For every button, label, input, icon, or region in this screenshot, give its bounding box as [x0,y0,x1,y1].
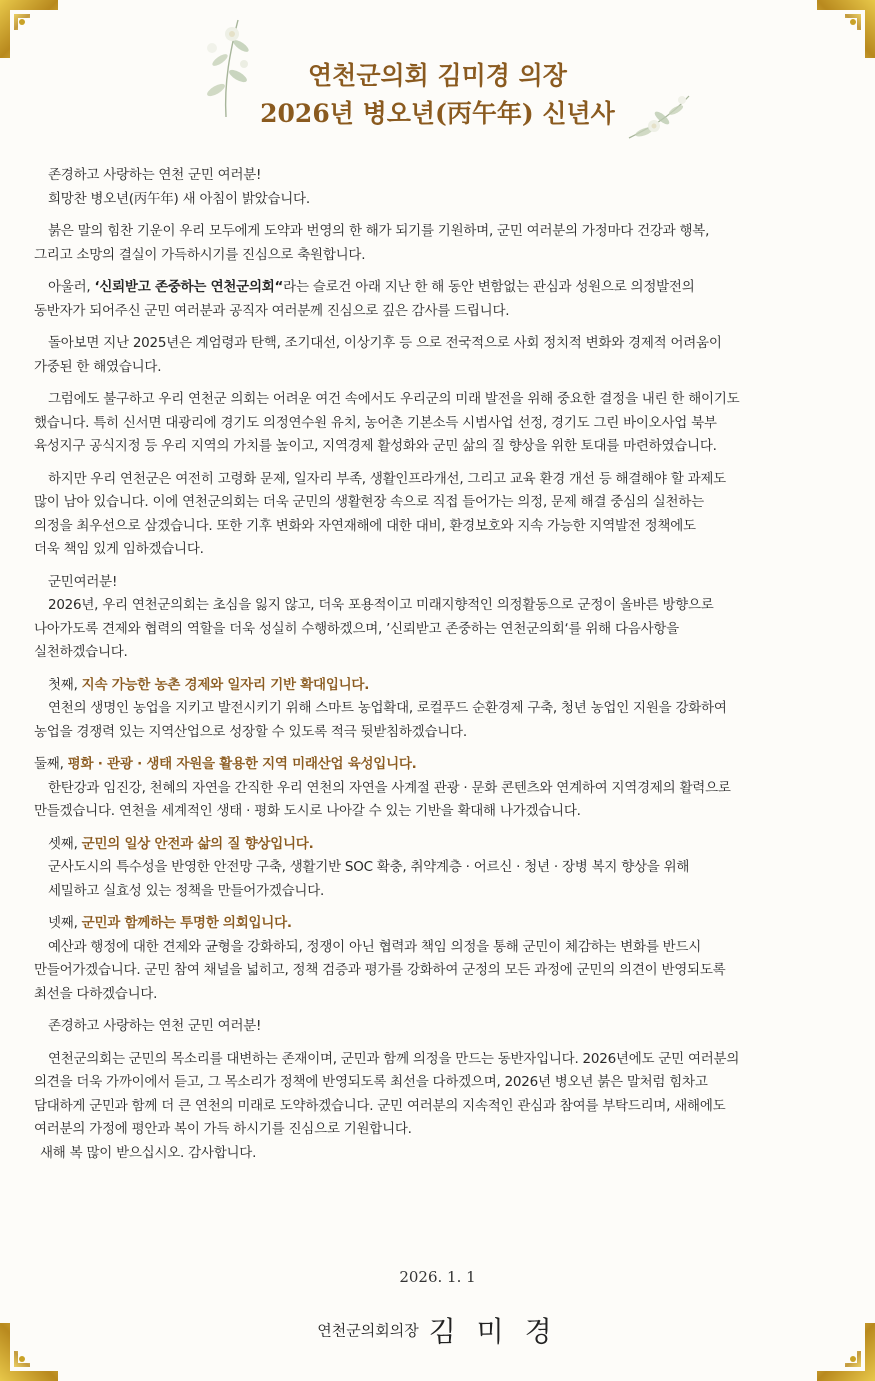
commitment-heading [34,753,864,777]
text-line: 의정을 최우선으로 삼겠습니다. 또한 기후 변화와 자연재해에 대한 대비, 환경보호와 지속 가능한 지역발전 정책에도 [34,517,696,534]
text-line: 군민여러분! [48,573,118,590]
slogan-text: ‘신뢰받고 존중하는 연천군의회“ [94,279,284,295]
commitment-title: 평화 · 관광 · 생태 자원을 활용한 지역 미래산업 육성입니다. [67,756,417,772]
letter-body [34,164,864,1174]
farewell-line: 새해 복 많이 받으십시오. 감사합니다. [40,1144,257,1161]
text-line: 동반자가 되어주신 군민 여러분과 공직자 여러분께 진심으로 깊은 감사를 드립니다. [34,302,510,319]
text-line: 한탄강과 임진강, 천혜의 자연을 간직한 우리 연천의 자연을 사계절 관광 · 문화 콘텐츠와 연계하여 지역경제의 활력으로 [48,779,731,796]
text-line: 붉은 말의 힘찬 기운이 우리 모두에게 도약과 번영의 한 해가 되기를 기원하며, 군민 여러분의 가정마다 건강과 행복, [48,223,710,239]
text-line: 했습니다. 특히 신서면 대광리에 경기도 의정연수원 유치, 농어촌 기본소득 시범사업 선정, 경기도 그린 바이오사업 북부 [34,414,717,431]
text-line: 많이 남아 있습니다. 이에 연천군의회는 더욱 군민의 생활현장 속으로 직접 들어가는 의정, 문제 해결 중심의 실천하는 [34,494,704,510]
paragraph [34,332,864,379]
commitment-title: 군민과 함께하는 투명한 의회입니다. [81,915,292,931]
title-line-1: 연천군의회 김미경 의장 [308,61,567,90]
text-line: 의견을 더욱 가까이에서 듣고, 그 목소리가 정책에 반영되도록 최선을 다하겠으며, 2026년 병오년 붉은 말처럼 힘차고 [34,1074,708,1090]
gold-corner-ornament-icon [813,0,875,62]
commitment-3 [34,833,864,904]
text-line: 만들어가겠습니다. 군민 참여 채널을 넓히고, 정책 검증과 평가를 강화하여 군정의 모든 과정에 군민의 의견이 반영되도록 [34,962,726,978]
text-line: 세밀하고 실효성 있는 정책을 만들어가겠습니다. [48,882,325,899]
paragraph [34,468,864,562]
text-line: 가중된 한 해였습니다. [34,358,162,375]
text-line: 희망찬 병오년(丙午年) 새 아침이 밝았습니다. [48,190,310,207]
text-span: 라는 슬로건 아래 지난 한 해 동안 변함없는 관심과 성원으로 의정발전의 [283,279,695,295]
paragraph-gratitude [34,276,864,323]
text-line: 육성지구 공식지정 등 우리 지역의 가치를 높이고, 지역경제 활성화와 군민 삶의 질 향상을 위한 토대를 마련하였습니다. [34,438,717,454]
commitment-1 [34,674,864,745]
ordinal: 셋째, [48,835,82,852]
letter-date: 2026. 1. 1 [399,1268,476,1286]
text-line: 만들겠습니다. 연천을 세계적인 생태 · 평화 도시로 나아갈 수 있는 기반을 확대해 나가겠습니다. [34,803,581,819]
commitment-title: 지속 가능한 농촌 경제와 일자리 기반 확대입니다. [81,676,370,693]
text-line: 최선을 다하겠습니다. [34,985,158,1002]
text-line: 연천의 생명인 농업을 지키고 발전시키기 위해 스마트 농업확대, 로컬푸드 순환경제 구축, 청년 농업인 지원을 강화하여 [48,700,727,716]
commitment-4 [34,912,864,1006]
closing-paragraph [34,1048,864,1166]
text-line: 2026년, 우리 연천군의회는 초심을 잃지 않고, 더욱 포용적이고 미래지향적인 의정활동으로 군정이 올바른 방향으로 [48,597,714,613]
paragraph [34,388,864,459]
paragraph [34,571,864,665]
text-line: 여러분의 가정에 평안과 복이 가득 하시기를 진심으로 기원합니다. [34,1121,412,1137]
text-span: 아울러, [48,279,95,295]
paragraph [34,164,864,211]
commitment-heading [34,833,864,857]
signer-name: 김 미 경 [428,1315,558,1348]
commitment-2 [34,753,864,824]
text-line: 군사도시의 특수성을 반영한 안전망 구축, 생활기반 SOC 확충, 취약계층 · 어르신 · 청년 · 장병 복지 향상을 위해 [48,859,690,875]
text-line: 농업을 경쟁력 있는 지역산업으로 성장할 수 있도록 적극 뒷받침하겠습니다. [34,723,467,740]
page-title [0,57,875,133]
gold-corner-ornament-icon [0,0,62,62]
ordinal: 넷째, [48,915,82,931]
text-line: 담대하게 군민과 함께 더 큰 연천의 미래로 도약하겠습니다. 군민 여러분의 지속적인 관심과 참여를 부탁드리며, 새해에도 [34,1097,726,1114]
text-line: 존경하고 사랑하는 연천 군민 여러분! [48,167,262,183]
text-line: 돌아보면 지난 2025년은 계엄령과 탄핵, 조기대선, 이상기후 등 으로 전국적으로 사회 정치적 변화와 경제적 어려움이 [48,335,722,351]
text-line: 연천군의회는 군민의 목소리를 대변하는 존재이며, 군민과 함께 의정을 만드는 동반자입니다. 2026년에도 군민 여러분의 [48,1050,740,1067]
paragraph [34,220,864,267]
text-line: 그럼에도 불구하고 우리 연천군 의회는 어려운 여건 속에서도 우리군의 미래 발전을 위해 중요한 결정을 내린 한 해이기도 [48,391,740,407]
text-line: 나아가도록 견제와 협력의 역할을 더욱 성실히 수행하겠으며, ’신뢰받고 존중하는 연천군의회‘를 위해 다음사항을 [34,620,679,637]
text-line: 예산과 행정에 대한 견제와 균형을 강화하되, 정쟁이 아닌 협력과 책임 의정을 통해 군민이 체감하는 변화를 반드시 [48,938,702,955]
commitment-title: 군민의 일상 안전과 삶의 질 향상입니다. [81,835,314,852]
commitment-heading [34,912,864,936]
text-line: 실천하겠습니다. [34,644,128,660]
closing-address [34,1015,864,1039]
text-line: 존경하고 사랑하는 연천 군민 여러분! [48,1018,262,1034]
ordinal: 첫째, [48,676,82,693]
title-line-2: 2026년 병오년(丙午年) 신년사 [260,99,615,128]
text-line [34,276,864,300]
signature [0,1310,875,1350]
ordinal: 둘째, [34,756,68,772]
text-line: 하지만 우리 연천군은 여전히 고령화 문제, 일자리 부족, 생활인프라개선, 그리고 교육 환경 개선 등 해결해야 할 과제도 [48,470,726,487]
signer-role: 연천군의회의장 [317,1321,419,1340]
commitment-heading [34,674,864,698]
text-line: 더욱 책임 있게 임하겠습니다. [34,541,204,557]
text-line: 그리고 소망의 결실이 가득하시기를 진심으로 축원합니다. [34,246,366,263]
